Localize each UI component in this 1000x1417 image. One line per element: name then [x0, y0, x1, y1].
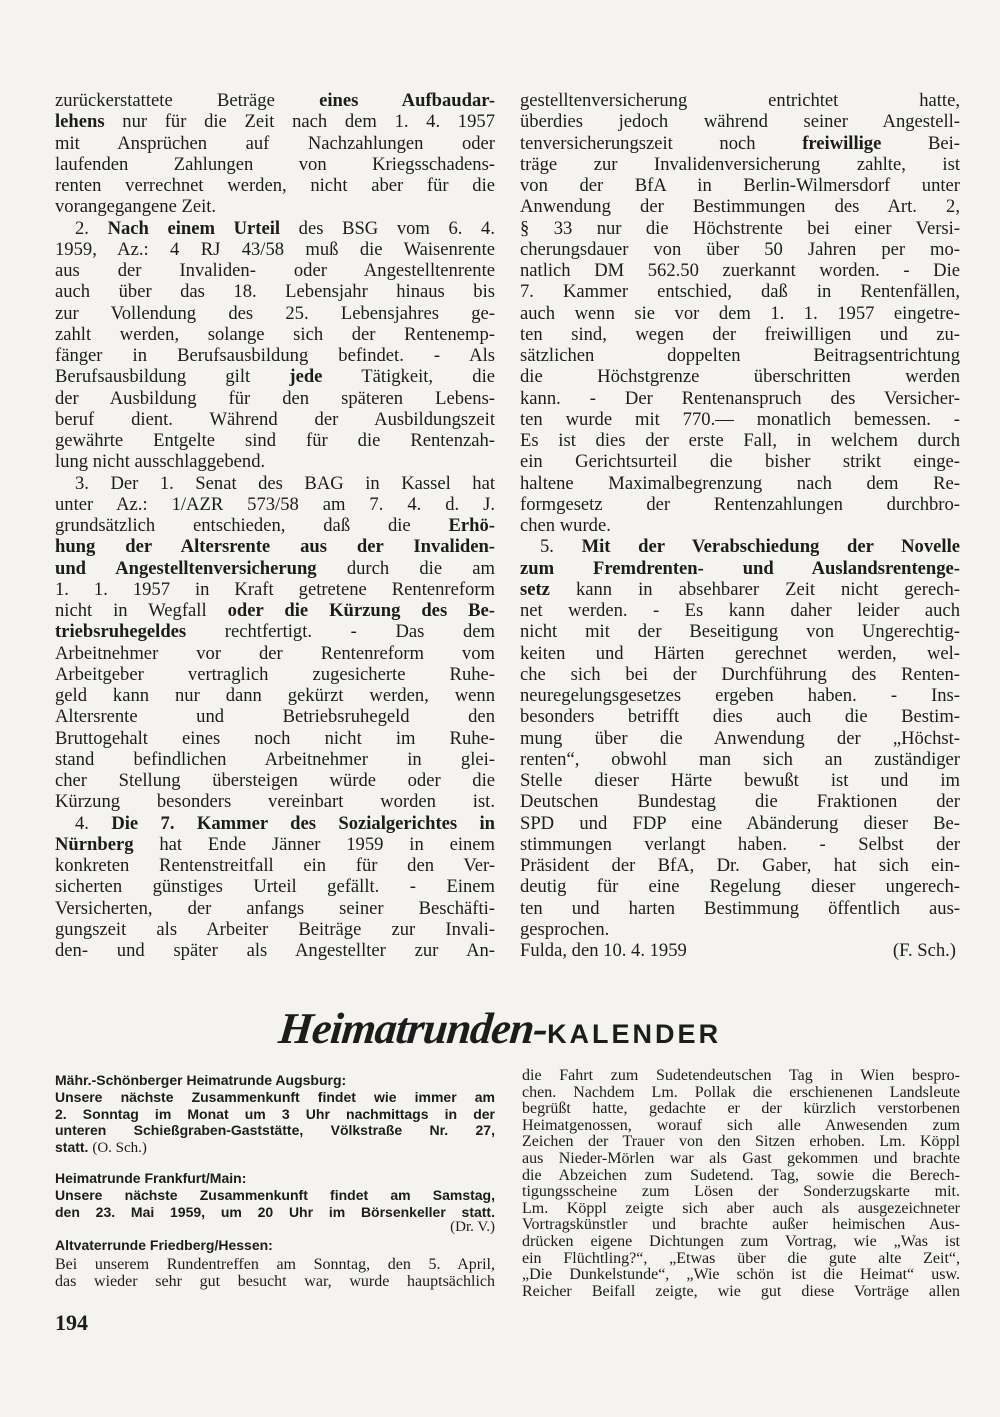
text-segment: neuregelungsgesetzes ergeben haben. - Ins-: [520, 685, 960, 706]
entry-author: (O. Sch.): [92, 1139, 147, 1156]
text-segment: vorangegangene Zeit.: [55, 196, 217, 218]
text-segment: grundsätzlich entschieden, daß die: [55, 515, 449, 536]
entry-line: Bei unserem Rundentreffen am Sonntag, den 5. April,: [55, 1256, 495, 1273]
text-segment: Deutschen Bundestag die Fraktionen der: [520, 791, 960, 813]
bold-text: hung der Altersrente aus der Invaliden-: [55, 536, 495, 558]
text-line: [520, 409, 960, 430]
article-column-left: [55, 90, 495, 961]
signature-author: (F. Sch.): [892, 940, 956, 961]
text-line: [520, 579, 960, 600]
text-line: [55, 515, 495, 536]
text-segment: Anwendung der Bestimmungen des Art. 2,: [520, 196, 960, 218]
text-line: [55, 281, 495, 302]
entry-line: aus Nieder-Mörlen war als Gast gekommen und brachte: [522, 1149, 960, 1167]
text-line: [520, 218, 960, 239]
text-line: [520, 324, 960, 345]
entry-author: (Dr. V.): [450, 1219, 495, 1235]
bold-text: eines Aufbaudar-: [319, 90, 496, 111]
text-line: [520, 239, 960, 260]
text-segment: konkreten Rentenstreitfall ein für den Ver-: [55, 855, 495, 876]
text-line: [520, 451, 960, 472]
text-line: [55, 154, 495, 175]
text-segment: Bruttogehalt eines noch nicht im Ruhe-: [55, 727, 495, 749]
text-segment: ten und harten Bestimmung öffentlich aus-: [520, 897, 960, 919]
text-line: [55, 558, 495, 579]
text-line: [55, 409, 495, 430]
text-segment: nur für die Zeit nach dem 1. 4. 1957: [104, 111, 495, 133]
text-line: [520, 749, 960, 770]
text-line: [520, 855, 960, 876]
text-line: [55, 239, 495, 260]
text-segment: die Höchstgrenze überschritten werden: [520, 366, 960, 388]
text-line: [55, 791, 495, 812]
text-segment: beruf dient. Während der Ausbildungszeit: [55, 408, 495, 430]
bold-text: triebsruhegeldes: [55, 621, 187, 643]
bold-text: Mit der Verabschiedung der Novelle: [581, 536, 960, 558]
text-segment: stimmungen verlangt haben. - Selbst der: [520, 833, 960, 855]
text-line: [520, 791, 960, 812]
text-segment: sätzlichen doppelten Beitragsentrichtung: [520, 345, 960, 366]
bold-text: Erhö-: [448, 515, 495, 536]
entry-line: 2. Sonntag im Monat um 3 Uhr nachmittags in der: [55, 1105, 495, 1122]
entry-heading-augsburg: Mähr.-Schönberger Heimatrunde Augsburg:: [55, 1072, 347, 1088]
text-line: [520, 111, 960, 132]
text-segment: lung nicht ausschlaggebend.: [55, 451, 266, 473]
text-segment: unter Az.: 1/AZR 573/58 am 7. 4. d. J.: [55, 493, 495, 515]
calendar-column-right: [522, 1068, 960, 1300]
text-segment: den- und später als Angestellter zur An-: [55, 940, 495, 961]
text-line: [520, 281, 960, 302]
entry-line: Zeichen der Trauer von den Sitzen erhoben. Lm. Köppl: [522, 1133, 960, 1151]
text-segment: hat Ende Jänner 1959 in einem: [133, 833, 495, 855]
text-line: [55, 133, 495, 154]
section-title-caps: KALENDER: [547, 1019, 722, 1049]
text-segment: rechtfertigt. - Das dem: [186, 621, 495, 643]
text-line: [520, 494, 960, 515]
text-line: [520, 813, 960, 834]
bold-text: setz: [520, 578, 550, 600]
bold-text: zum Fremdrenten- und Auslandsrentenge-: [520, 557, 960, 579]
text-segment: ten sind, wegen der freiwilligen und zu-: [520, 323, 960, 345]
text-segment: auch wenn sie vor dem 1. 1. 1957 eingetre-: [520, 302, 960, 324]
text-segment: laufenden Zahlungen von Kriegsschadens-: [55, 153, 495, 175]
entry-line: Reicher Beifall zeigte, wie gut diese Vorträge allen: [522, 1282, 960, 1300]
text-line: [55, 855, 495, 876]
text-segment: überdies jedoch während seiner Angestell-: [520, 111, 960, 133]
text-segment: Es ist dies der erste Fall, in welchem durch: [520, 430, 960, 451]
text-line: [55, 473, 495, 494]
bold-text: jede: [289, 366, 323, 388]
text-line: [520, 260, 960, 281]
text-segment: Berufsausbildung gilt: [55, 366, 290, 388]
text-segment: Altersrente und Betriebsruhegeld den: [55, 706, 495, 728]
entry-line: die Fahrt zum Sudetendeutschen Tag in Wien bespro-: [522, 1067, 960, 1084]
text-line: [55, 324, 495, 345]
text-line: [55, 196, 495, 217]
text-line: [520, 175, 960, 196]
text-line: [520, 196, 960, 217]
entry-line: unteren Schießgraben-Gaststätte, Völkstraße Nr. 27,: [55, 1122, 495, 1138]
text-segment: gestelltenversicherung entrichtet hatte,: [520, 90, 960, 111]
text-segment: 3. Der 1. Senat des BAG in Kassel hat: [75, 472, 495, 494]
text-segment: § 33 nur die Höchstrente bei einer Versi-: [520, 217, 960, 239]
calendar-column-left: [55, 1068, 495, 1290]
entry-line: Lm. Köppl zeigte sich aber auch als ausgezeichneter: [522, 1199, 960, 1217]
signature-line: [520, 940, 960, 961]
text-segment: ten wurde mit 770.— monatlich bemessen. -: [520, 408, 960, 430]
text-segment: renten verrechnet werden, nicht aber für die: [55, 175, 495, 196]
entry-line: ein Flüchtling?“, „Etwas über die gute alte Zeit“,: [522, 1249, 960, 1267]
text-line: [520, 770, 960, 791]
entry-line: Heimatgenossen, worauf sich alle Anwesenden zum: [522, 1116, 960, 1134]
text-segment: Arbeitgeber vertraglich zugesicherte Ruhe-: [55, 663, 495, 685]
text-line: [520, 154, 960, 175]
text-line: [55, 600, 495, 621]
text-segment: Versicherten, der anfangs seiner Beschäfti-: [55, 897, 495, 919]
text-line: [55, 706, 495, 727]
text-segment: gungszeit als Arbeiter Beiträge zur Invali-: [55, 918, 495, 940]
text-segment: cherungsdauer von über 50 Jahren per mo-: [520, 238, 960, 260]
text-line: [55, 451, 495, 472]
text-line: [520, 345, 960, 366]
text-line: [55, 621, 495, 642]
text-segment: 4.: [75, 812, 112, 834]
text-segment: keiten und Härten gerechnet werden, wel-: [520, 642, 960, 664]
text-segment: besonders betrifft dies auch die Bestim-: [520, 706, 960, 728]
text-line: [520, 600, 960, 621]
text-line: [55, 919, 495, 940]
text-segment: aus der Invaliden- oder Angestelltenrente: [55, 260, 495, 281]
entry-line: drücken eigene Dichtungen zum Vortrag, wie „Was ist: [522, 1232, 960, 1250]
entry-line: tigungsscheine zum Lösen der Sonderzugskarte mit.: [522, 1183, 960, 1201]
text-segment: zurückerstattete Beträge: [55, 90, 320, 111]
text-segment: nicht in Wegfall: [55, 600, 228, 621]
text-line: [55, 536, 495, 557]
text-segment: mung über die Anwendung der „Höchst-: [520, 727, 960, 749]
text-line: [55, 664, 495, 685]
entry-line: begrüßt hatte, gedachte er der kürzlich verstorbenen: [522, 1100, 960, 1118]
text-segment: Tätigkeit, die: [322, 366, 496, 388]
text-line: [520, 515, 960, 536]
text-line: [55, 940, 495, 961]
text-segment: Kürzung besonders vereinbart worden ist.: [55, 791, 495, 813]
text-line: [520, 834, 960, 855]
text-segment: sicherten günstiges Urteil gefällt. - Einem: [55, 876, 495, 898]
text-line: [520, 303, 960, 324]
text-line: [55, 643, 495, 664]
text-line: [55, 430, 495, 451]
section-title: [0, 1003, 1000, 1054]
entry-line: Unsere nächste Zusammenkunft findet wie immer am: [55, 1089, 495, 1105]
text-line: [55, 770, 495, 791]
text-line: [520, 473, 960, 494]
text-segment: gesprochen.: [520, 918, 610, 940]
text-segment: natlich DM 562.50 zuerkannt worden. - Die: [520, 260, 960, 281]
text-segment: ein Gerichtsurteil die bisher strikt einge-: [520, 451, 960, 473]
text-line: [55, 749, 495, 770]
bold-text: freiwillige: [802, 132, 882, 154]
text-segment: che sich bei der Durchführung des Renten-: [520, 663, 960, 685]
text-line: [520, 133, 960, 154]
entry-line: den 23. Mai 1959, um 20 Uhr im Börsenkeller statt.: [55, 1203, 495, 1220]
text-line: [55, 494, 495, 515]
text-segment: Bei-: [881, 132, 960, 154]
text-segment: chen wurde.: [520, 515, 611, 536]
text-segment: des BSG vom 6. 4.: [280, 217, 496, 239]
text-segment: 2.: [75, 217, 108, 239]
text-segment: formgesetz der Rentenzahlungen durchbro-: [520, 493, 960, 515]
bold-text: lehens: [55, 111, 105, 133]
text-segment: träge zur Invalidenversicherung zahlte, ist: [520, 153, 960, 175]
text-line: [520, 430, 960, 451]
text-line: [520, 536, 960, 557]
text-segment: renten“, obwohl man sich an zuständiger: [520, 748, 960, 770]
bold-text: Nürnberg: [55, 833, 134, 855]
text-line: [55, 685, 495, 706]
entry-line: „Die Dunkelstunde“, „Wie schön ist die Heimat“ usw.: [522, 1266, 960, 1284]
text-line: [55, 876, 495, 897]
entry-line: die Abzeichen zum Sudetend. Tag, sowie die Berech-: [522, 1166, 960, 1184]
page-number: 194: [55, 1310, 88, 1335]
text-segment: zahlt werden, solange sich der Rentenemp-: [55, 323, 495, 345]
text-line: [55, 388, 495, 409]
text-line: [520, 621, 960, 642]
entry-line: Unsere nächste Zusammenkunft findet am Samstag,: [55, 1187, 495, 1203]
text-segment: 5.: [540, 536, 582, 558]
text-line: [55, 366, 495, 387]
article-column-right: [520, 90, 960, 961]
entry-heading-friedberg: Altvaterrunde Friedberg/Hessen:: [55, 1237, 273, 1253]
text-line: [55, 218, 495, 239]
text-segment: tenversicherungszeit noch: [520, 132, 803, 154]
text-line: [55, 728, 495, 749]
signature-place-date: Fulda, den 10. 4. 1959: [520, 940, 687, 961]
entry-line: das wieder sehr gut besucht war, wurde hauptsächlich: [55, 1272, 495, 1290]
text-line: [55, 90, 495, 111]
text-segment: durch die am: [316, 557, 495, 579]
text-line: [520, 90, 960, 111]
bold-text: oder die Kürzung des Be-: [227, 600, 495, 621]
text-line: [520, 366, 960, 387]
text-segment: zur Vollendung des 25. Lebensjahres ge-: [55, 302, 495, 324]
text-segment: von der BfA in Berlin-Wilmersdorf unter: [520, 175, 960, 196]
text-segment: Arbeitnehmer vor der Rentenreform vom: [55, 642, 495, 664]
text-segment: cher Stellung übersteigen würde oder die: [55, 770, 495, 791]
entry-line: [55, 1139, 495, 1157]
text-segment: net werden. - Es kann daher leider auch: [520, 600, 960, 621]
text-line: [520, 685, 960, 706]
text-line: [55, 834, 495, 855]
text-line: [55, 813, 495, 834]
text-segment: 1959, Az.: 4 RJ 43/58 muß die Waisenrente: [55, 238, 495, 260]
text-segment: auch über das 18. Lebensjahr hinaus bis: [55, 281, 495, 303]
bold-text: Nach einem Urteil: [107, 217, 281, 239]
text-line: [520, 706, 960, 727]
text-segment: kann in absehbarer Zeit nicht gerech-: [549, 578, 960, 600]
text-segment: 7. Kammer entschied, daß in Rentenfällen,: [520, 281, 960, 303]
text-segment: stand befindlichen Arbeitnehmer in glei-: [55, 748, 495, 770]
text-segment: fänger in Berufsausbildung befindet. - Als: [55, 345, 495, 366]
text-line: [520, 643, 960, 664]
text-line: [520, 728, 960, 749]
entry-heading-frankfurt: Heimatrunde Frankfurt/Main:: [55, 1170, 247, 1186]
text-segment: deutig für eine Regelung dieser ungerech-: [520, 876, 960, 898]
text-segment: Stelle dieser Härte bewußt ist und im: [520, 770, 960, 791]
bold-text: Die 7. Kammer des Sozialgerichtes in: [111, 812, 496, 834]
text-line: [520, 558, 960, 579]
text-line: [520, 664, 960, 685]
text-line: [55, 260, 495, 281]
text-segment: SPD und FDP eine Abänderung dieser Be-: [520, 812, 960, 834]
text-line: [55, 175, 495, 196]
section-title-script: Heimatrunden-: [276, 1004, 550, 1053]
text-line: [520, 898, 960, 919]
text-segment: haltene Maximalbegrenzung nach dem Re-: [520, 472, 960, 494]
text-segment: gewährte Entgelte sind für die Rentenzah-: [55, 430, 495, 451]
text-segment: mit Ansprüchen auf Nachzahlungen oder: [55, 132, 495, 154]
bold-text: und Angestelltenversicherung: [55, 557, 317, 579]
text-segment: der Ausbildung für den späteren Lebens-: [55, 387, 495, 409]
text-line: [55, 111, 495, 132]
text-line: [55, 303, 495, 324]
text-line: [55, 345, 495, 366]
text-segment: Präsident der BfA, Dr. Gaber, hat sich ein-: [520, 855, 960, 876]
entry-line: chen. Nachdem Lm. Pollak die erschienenen Landsleute: [522, 1083, 960, 1101]
text-line: [55, 898, 495, 919]
text-line: [55, 579, 495, 600]
text-line: [520, 876, 960, 897]
entry-line: Vortragskünstler und brachte außer heimischen Aus-: [522, 1216, 960, 1234]
text-line: [520, 919, 960, 940]
text-line: [520, 388, 960, 409]
entry-line-text: statt.: [55, 1138, 89, 1155]
text-segment: 1. 1. 1957 in Kraft getretene Rentenreform: [55, 578, 495, 600]
text-segment: geld kann nur dann gekürzt werden, wenn: [55, 685, 495, 706]
text-segment: nicht mit der Beseitigung von Ungerechtig-: [520, 621, 960, 643]
text-segment: kann. - Der Rentenanspruch des Versicher-: [520, 387, 960, 409]
